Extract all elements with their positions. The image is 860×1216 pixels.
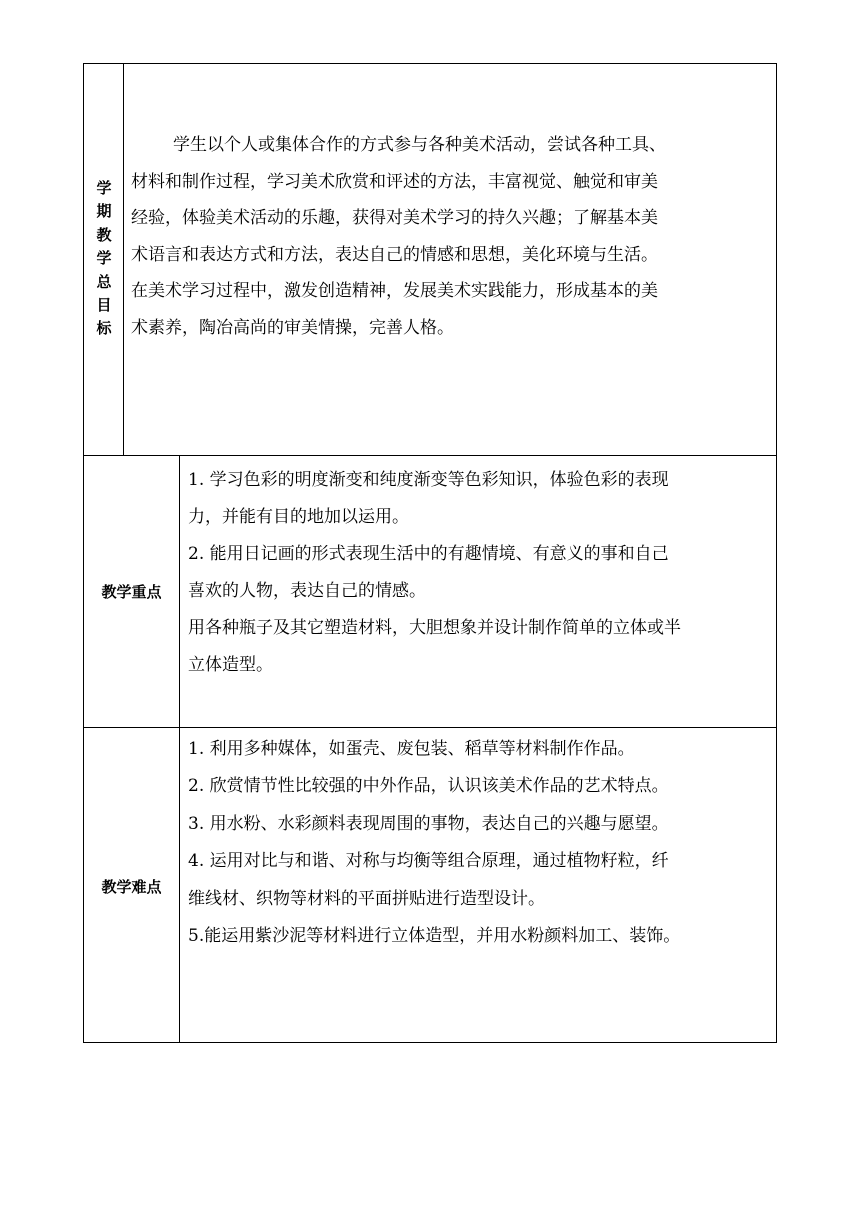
difficulty-line: 1. 利用多种媒体，如蛋壳、废包装、稻草等材料制作作品。	[188, 739, 635, 759]
key-points-label: 教学重点	[101, 583, 162, 601]
key-point-line: 2. 能用日记画的形式表现生活中的有趣情境、有意义的事和自己	[188, 544, 669, 564]
goals-line: 在美术学习过程中，激发创造精神，发展美术实践能力，形成基本的美	[131, 281, 658, 302]
goals-line: 术素养，陶冶高尚的审美情操，完善人格。	[131, 317, 454, 338]
key-point-line: 立体造型。	[188, 655, 273, 675]
difficulty-line: 维线材、织物等材料的平面拼贴进行造型设计。	[188, 888, 545, 909]
difficulty-line: 2. 欣赏情节性比较强的中外作品，认识该美术作品的艺术特点。	[188, 776, 669, 797]
semester-goals-text	[131, 127, 666, 347]
key-point-line: 喜欢的人物，表达自己的情感。	[188, 581, 426, 601]
label-char: 学	[96, 179, 112, 197]
key-point-line: 力，并能有目的地加以运用。	[188, 507, 409, 527]
column-divider-lower	[179, 455, 180, 1043]
goals-line: 学生以个人或集体合作的方式参与各种美术活动，尝试各种工具、	[173, 135, 666, 155]
label-char: 目	[96, 296, 112, 315]
semester-goals-label	[84, 177, 124, 341]
key-point-line: 用各种瓶子及其它塑造材料，大胆想象并设计制作简单的立体或半	[188, 618, 681, 638]
table-border-bottom	[83, 1042, 777, 1043]
table-border-right	[776, 63, 777, 1043]
difficulty-line: 3. 用水粉、水彩颜料表现周围的事物，表达自己的兴趣与愿望。	[188, 813, 669, 834]
divider-keypoints-difficulties	[83, 727, 777, 728]
label-char: 学	[96, 249, 112, 268]
divider-goals-keypoints	[83, 455, 777, 456]
key-points-text	[188, 462, 681, 684]
table-border-top	[83, 63, 777, 64]
label-char: 标	[96, 319, 112, 338]
goals-line: 经验，体验美术活动的乐趣，获得对美术学习的持久兴趣；了解基本美	[131, 208, 658, 229]
difficulty-line: 5.能运用紫沙泥等材料进行立体造型，并用水粉颜料加工、装饰。	[188, 926, 681, 947]
goals-line: 材料和制作过程，学习美术欣赏和评述的方法，丰富视觉、触觉和审美	[131, 171, 658, 192]
difficulty-line: 4. 运用对比与和谐、对称与均衡等组合原理，通过植物籽粒，纤	[188, 851, 669, 872]
difficulties-label: 教学难点	[101, 878, 162, 896]
difficulties-text	[188, 731, 680, 955]
goals-line: 术语言和表达方式和方法，表达自己的情感和思想，美化环境与生活。	[131, 244, 658, 265]
label-char: 教	[96, 225, 112, 244]
label-char: 期	[96, 202, 112, 221]
label-char: 总	[96, 272, 112, 291]
key-point-line: 1. 学习色彩的明度渐变和纯度渐变等色彩知识，体验色彩的表现	[188, 470, 669, 490]
